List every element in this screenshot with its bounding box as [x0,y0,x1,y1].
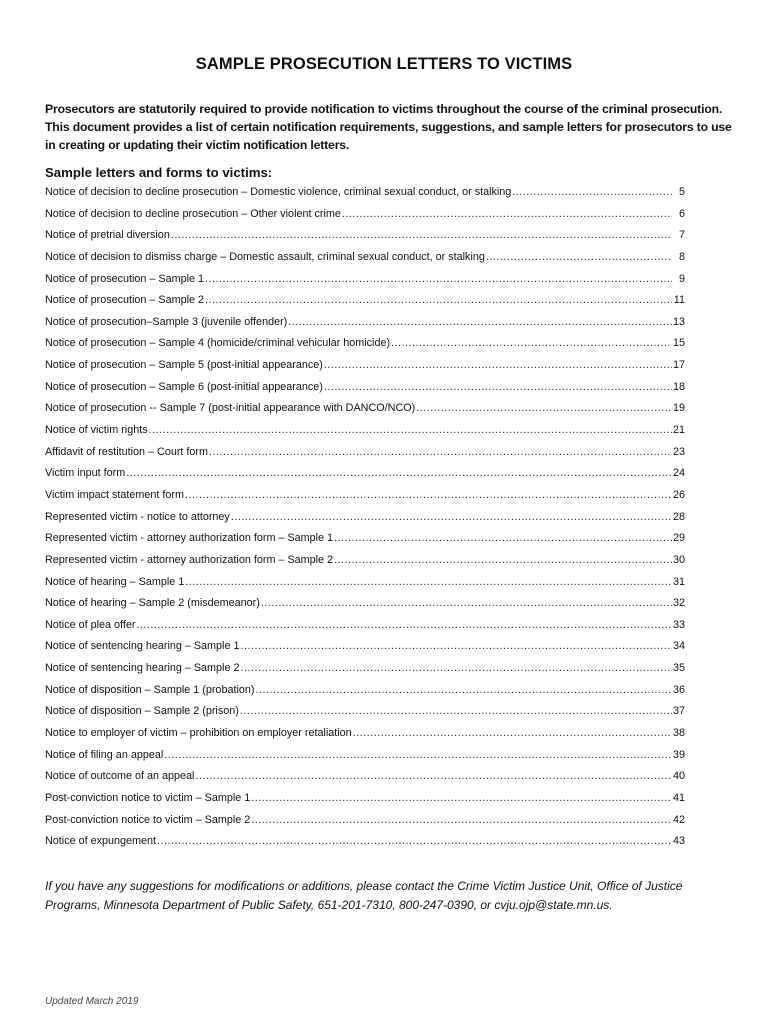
toc-entry-page: 24 [673,467,685,480]
toc-entry-page: 7 [678,229,685,242]
toc-entry-page: 32 [673,597,685,610]
toc-entry-label: Notice of prosecution – Sample 1 [45,272,205,285]
toc-entry-label: Notice of prosecution – Sample 4 (homicide/criminal vehicular homicide) [45,337,391,350]
toc-dot-leader [391,337,672,349]
toc-entry-page: 6 [678,207,685,220]
toc-entry-label: Represented victim - attorney authorization form – Sample 1 [45,532,334,545]
toc-entry-page: 17 [673,359,685,372]
table-of-contents [45,186,685,857]
toc-entry[interactable] [45,749,685,771]
toc-dot-leader [164,749,672,761]
toc-dot-leader [334,554,672,566]
toc-entry[interactable] [45,727,685,749]
toc-entry[interactable] [45,186,685,208]
toc-entry-label: Notice of decision to decline prosecution – Other violent crime [45,207,341,220]
toc-dot-leader [353,727,672,739]
toc-dot-leader [251,814,672,826]
toc-entry[interactable] [45,554,685,576]
toc-entry-page: 5 [678,186,685,198]
toc-entry-label: Notice of decision to dismiss charge – Domestic assault, criminal sexual conduct, or stalking [45,250,485,263]
toc-entry[interactable] [45,511,685,533]
toc-entry-page: 13 [673,315,685,328]
toc-entry-page: 35 [673,662,685,675]
toc-entry-page: 15 [673,337,685,350]
toc-dot-leader [157,835,672,847]
toc-entry-page: 31 [673,575,685,588]
toc-dot-leader [136,619,672,631]
toc-entry-page: 18 [673,380,685,393]
toc-entry-page: 37 [673,705,685,718]
toc-entry[interactable] [45,597,685,619]
toc-entry-page: 39 [673,748,685,761]
toc-entry-page: 23 [673,445,685,458]
toc-entry-page: 30 [673,553,685,566]
toc-entry-label: Notice of victim rights [45,424,148,437]
toc-dot-leader [240,640,672,652]
toc-entry[interactable] [45,576,685,598]
toc-entry[interactable] [45,337,685,359]
document-title: SAMPLE PROSECUTION LETTERS TO VICTIMS [195,55,573,73]
toc-dot-leader [209,446,672,458]
toc-entry[interactable] [45,316,685,338]
toc-entry[interactable] [45,208,685,230]
toc-entry-label: Notice of prosecution -- Sample 7 (post-initial appearance with DANCO/NCO) [45,402,416,415]
toc-entry-label: Notice of decision to decline prosecution – Domestic violence, criminal sexual conduct, or stalking [45,186,512,198]
toc-entry-label: Notice to employer of victim – prohibition on employer retaliation [45,727,352,740]
toc-dot-leader [240,705,672,717]
toc-entry[interactable] [45,662,685,684]
toc-entry-page: 21 [673,424,685,437]
toc-entry-page: 29 [673,532,685,545]
toc-dot-leader [324,381,672,393]
toc-dot-leader [334,532,672,544]
toc-entry-label: Notice of outcome of an appeal [45,770,195,783]
toc-entry-label: Notice of disposition – Sample 1 (probation) [45,683,255,696]
toc-entry[interactable] [45,835,685,857]
toc-entry-label: Victim impact statement form [45,488,184,501]
toc-dot-leader [240,662,672,674]
toc-dot-leader [149,424,672,436]
toc-entry-page: 41 [673,791,685,804]
toc-entry-page: 42 [673,813,685,826]
toc-dot-leader [195,770,672,782]
toc-entry-label: Notice of disposition – Sample 2 (prison) [45,705,239,718]
toc-entry[interactable] [45,359,685,381]
toc-entry-label: Post-conviction notice to victim – Sample 1 [45,791,251,804]
toc-entry-label: Notice of hearing – Sample 2 (misdemeanor) [45,597,260,610]
toc-dot-leader [171,229,672,241]
toc-entry-label: Notice of prosecution–Sample 3 (juvenile offender) [45,315,288,328]
toc-entry-label: Notice of sentencing hearing – Sample 1 [45,640,240,653]
toc-entry-label: Represented victim - attorney authorization form – Sample 2 [45,553,334,566]
toc-entry[interactable] [45,532,685,554]
toc-entry-page: 8 [678,250,685,263]
updated-date: Updated March 2019 [45,996,139,1007]
toc-entry-label: Notice of filing an appeal [45,748,164,761]
toc-entry[interactable] [45,705,685,727]
toc-entry[interactable] [45,684,685,706]
contact-note: If you have any suggestions for modifications or additions, please contact the Crime Victim Justice Unit, Office of Justice Programs, Minnesota Department of Public Safety, 651-201-7310, 800-247-0390, or cvju.ojp@state.mn.us. [45,879,683,912]
toc-entry[interactable] [45,424,685,446]
toc-entry[interactable] [45,619,685,641]
toc-entry-page: 28 [673,510,685,523]
toc-entry-label: Notice of prosecution – Sample 2 [45,294,205,307]
toc-entry[interactable] [45,402,685,424]
toc-dot-leader [512,186,672,198]
toc-entry-page: 36 [673,683,685,696]
toc-entry-label: Notice of hearing – Sample 1 [45,575,185,588]
toc-entry[interactable] [45,251,685,273]
toc-entry-label: Post-conviction notice to victim – Sample 2 [45,813,251,826]
toc-dot-leader [288,316,672,328]
toc-entry-label: Victim input form [45,467,126,480]
toc-entry-page: 38 [673,727,685,740]
toc-entry[interactable] [45,446,685,468]
toc-entry-page: 40 [673,770,685,783]
toc-entry-page: 26 [673,488,685,501]
toc-dot-leader [342,208,672,220]
toc-entry-page: 34 [673,640,685,653]
toc-entry[interactable] [45,294,685,316]
section-heading: Sample letters and forms to victims: [45,165,273,180]
toc-entry-label: Notice of expungement [45,835,157,848]
toc-entry-label: Notice of prosecution – Sample 6 (post-initial appearance) [45,380,323,393]
toc-entry-label: Affidavit of restitution – Court form [45,445,209,458]
toc-dot-leader [251,792,672,804]
toc-entry-page: 43 [673,835,685,848]
toc-entry-page: 11 [673,294,685,307]
toc-dot-leader [205,294,672,306]
toc-dot-leader [185,489,672,501]
toc-dot-leader [416,402,672,414]
toc-entry[interactable] [45,770,685,792]
toc-dot-leader [486,251,672,263]
toc-entry[interactable] [45,229,685,251]
toc-entry-label: Notice of prosecution – Sample 5 (post-initial appearance) [45,359,323,372]
toc-dot-leader [231,511,672,523]
toc-dot-leader [205,273,672,285]
toc-entry-page: 33 [673,618,685,631]
intro-paragraph: Prosecutors are statutorily required to provide notification to victims throughout the course of the criminal prosecution. This document provides a list of certain notification requirements, suggestions, and sample letters for prosecutors to use in creating or updating their victim notification letters. [45,102,732,152]
toc-entry-page: 9 [678,272,685,285]
toc-entry-page: 19 [673,402,685,415]
toc-entry[interactable] [45,467,685,489]
toc-entry-label: Notice of pretrial diversion [45,229,170,242]
toc-entry[interactable] [45,273,685,295]
toc-dot-leader [324,359,672,371]
toc-entry-label: Represented victim - notice to attorney [45,510,230,523]
toc-dot-leader [126,467,672,479]
toc-entry[interactable] [45,814,685,836]
toc-dot-leader [185,576,672,588]
toc-dot-leader [255,684,672,696]
toc-dot-leader [261,597,672,609]
toc-entry-label: Notice of plea offer [45,618,136,631]
toc-entry[interactable] [45,381,685,403]
toc-entry[interactable] [45,640,685,662]
toc-entry-label: Notice of sentencing hearing – Sample 2 [45,662,240,675]
toc-entry[interactable] [45,489,685,511]
toc-entry[interactable] [45,792,685,814]
